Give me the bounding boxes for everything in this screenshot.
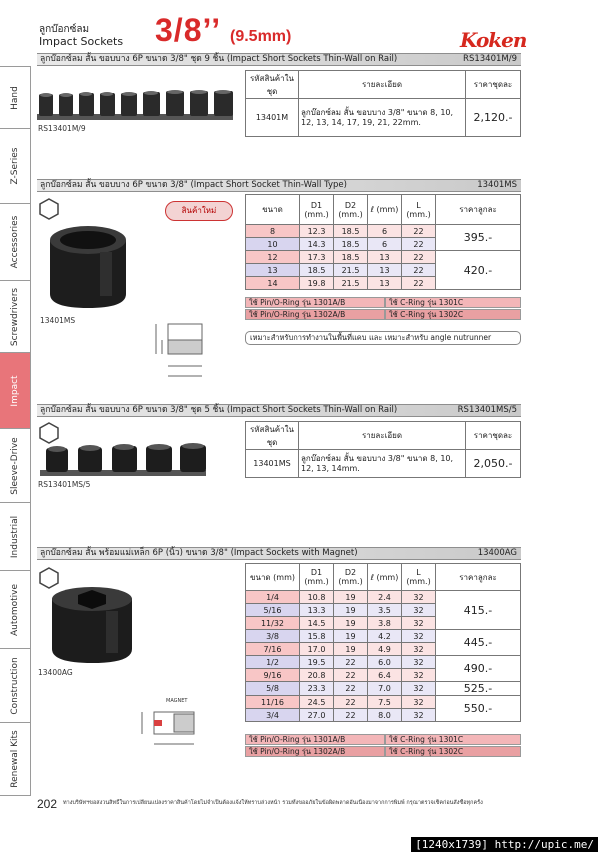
cell-d1: 19.5	[300, 656, 334, 669]
cell-size: 11/16	[246, 696, 300, 709]
socket-set-rail-photo	[37, 88, 237, 124]
cell-L: 32	[402, 630, 436, 643]
tab-z-series[interactable]	[0, 128, 31, 203]
magnet-label: MAGNET	[166, 698, 188, 704]
table-row	[246, 656, 521, 669]
cell-d2: 19	[334, 604, 368, 617]
footer-disclaimer: ทางบริษัทฯขอสงวนสิทธิ์ในการเปลี่ยนแปลงราคาสินค้าโดยไม่จำเป็นต้องแจ้งให้ทราบล่วงหน้า รวมทั้งขออภัยในข้อผิดพลาดอันเนื่องมาจากการพิมพ์ กรุณาตรวจเช็คก่อนสั่งซื้อทุกครั้ง	[63, 800, 483, 806]
cell-d1: 14.3	[300, 238, 334, 251]
cell-L: 32	[402, 604, 436, 617]
col-l-small: ℓ (mm)	[368, 195, 402, 225]
item-code: 13401M	[246, 99, 299, 137]
cell-l: 4.2	[368, 630, 402, 643]
tab-label: Impact	[10, 374, 20, 407]
cell-d1: 18.5	[300, 264, 334, 277]
drive-size: 3/8’’	[155, 12, 222, 48]
pin-oring-note: ใช้ Pin/O-Ring รุ่น 1301A/B	[245, 297, 385, 308]
tab-sleeve-drive[interactable]	[0, 428, 31, 502]
cell-l: 8.0	[368, 709, 402, 722]
pin-oring-note: ใช้ Pin/O-Ring รุ่น 1302A/B	[245, 309, 385, 320]
tab-label: Accessories	[10, 215, 20, 269]
col-d1: D1 (mm.)	[300, 195, 334, 225]
header-title-th: ลูกบ๊อกซ์ลม	[39, 24, 90, 35]
cell-d1: 12.3	[300, 225, 334, 238]
cell-l: 13	[368, 264, 402, 277]
hex-6p-icon	[37, 197, 61, 221]
item-detail: ลูกบ๊อกซ์ลม สั้น ขอบบาง 3/8" ขนาด 8, 10, 12, 13, 14mm.	[299, 450, 466, 478]
col-l-large: L (mm.)	[402, 195, 436, 225]
tab-screwdrivers[interactable]	[0, 280, 31, 352]
cell-L: 22	[402, 264, 436, 277]
table-row	[246, 696, 521, 709]
set-price: 2,120.-	[466, 99, 521, 137]
cell-l: 7.5	[368, 696, 402, 709]
cell-d1: 10.8	[300, 591, 334, 604]
tab-construction[interactable]	[0, 648, 31, 722]
tab-automotive[interactable]	[0, 570, 31, 648]
section-title: ลูกบ๊อกซ์ลม สั้น ขอบบาง 6P ขนาด 3/8" (Impact Short Socket Thin-Wall Type)	[40, 180, 347, 190]
cell-size: 7/16	[246, 643, 300, 656]
cell-size: 8	[246, 225, 300, 238]
cell-price: 525.-	[436, 682, 521, 696]
cell-price: 420.-	[436, 251, 521, 290]
cell-d1: 20.8	[300, 669, 334, 682]
section-3-header	[37, 404, 521, 417]
cell-L: 32	[402, 643, 436, 656]
size-table-13400ag	[245, 563, 521, 722]
photo-caption: 13400AG	[38, 668, 73, 677]
col-code: รหัสสินค้าในชุด	[246, 71, 299, 99]
col-d2: D2 (mm.)	[334, 195, 368, 225]
cell-price: 395.-	[436, 225, 521, 251]
cell-l: 6.4	[368, 669, 402, 682]
col-size: ขนาด (mm)	[246, 564, 300, 591]
tab-industrial[interactable]	[0, 502, 31, 570]
cell-d1: 27.0	[300, 709, 334, 722]
item-detail: ลูกบ๊อกซ์ลม สั้น ขอบบาง 3/8" ขนาด 8, 10, 12, 13, 14, 17, 19, 21, 22mm.	[299, 99, 466, 137]
socket-set-rail-photo	[40, 442, 210, 478]
col-detail: รายละเอียด	[299, 71, 466, 99]
cell-d2: 19	[334, 591, 368, 604]
tab-label: Renewal Kits	[10, 730, 20, 788]
tab-label: Hand	[10, 85, 20, 110]
photo-caption: 13401MS	[40, 316, 76, 325]
cell-d1: 24.5	[300, 696, 334, 709]
section-code: 13400AG	[477, 548, 517, 558]
c-ring-note: ใช้ C-Ring รุ่น 1302C	[385, 309, 521, 320]
table-row	[246, 591, 521, 604]
new-product-badge: สินค้าใหม่	[165, 201, 233, 221]
cell-d1: 15.8	[300, 630, 334, 643]
cell-l: 13	[368, 277, 402, 290]
cell-d2: 18.5	[334, 251, 368, 264]
cell-d1: 14.5	[300, 617, 334, 630]
col-price: ราคาชุดละ	[466, 71, 521, 99]
cell-size: 10	[246, 238, 300, 251]
item-code: 13401MS	[246, 450, 299, 478]
cell-l: 6.0	[368, 656, 402, 669]
cell-d2: 22	[334, 669, 368, 682]
cell-L: 32	[402, 682, 436, 696]
tab-label: Industrial	[10, 515, 20, 558]
pin-oring-note: ใช้ Pin/O-Ring รุ่น 1301A/B	[245, 734, 385, 745]
pin-oring-note: ใช้ Pin/O-Ring รุ่น 1302A/B	[245, 746, 385, 757]
koken-logo: Koken	[460, 28, 527, 52]
section-title: ลูกบ๊อกซ์ลม สั้น พร้อมแม่เหล็ก 6P (นิ้ว) ขนาด 3/8" (Impact Sockets with Magnet)	[40, 548, 358, 558]
col-l-large: L (mm.)	[402, 564, 436, 591]
set-table-3	[245, 421, 521, 478]
side-category-tabs	[0, 66, 31, 796]
cell-size: 12	[246, 251, 300, 264]
cell-d1: 13.3	[300, 604, 334, 617]
cell-size: 13	[246, 264, 300, 277]
cell-price: 490.-	[436, 656, 521, 682]
cell-L: 32	[402, 696, 436, 709]
cell-L: 32	[402, 591, 436, 604]
tab-label: Automotive	[10, 583, 20, 636]
cell-size: 14	[246, 277, 300, 290]
photo-caption: RS13401M/9	[38, 124, 86, 133]
cell-d2: 22	[334, 709, 368, 722]
tab-label: Construction	[10, 656, 20, 715]
tab-label: Sleeve-Drive	[10, 436, 20, 495]
cell-price: 550.-	[436, 696, 521, 722]
cell-l: 7.0	[368, 682, 402, 696]
cell-L: 22	[402, 238, 436, 251]
section-code: RS13401M/9	[463, 54, 517, 64]
cell-d2: 22	[334, 682, 368, 696]
section-4-header	[37, 547, 521, 560]
cell-d2: 19	[334, 643, 368, 656]
col-price: ราคาลูกละ	[436, 195, 521, 225]
cell-d1: 23.3	[300, 682, 334, 696]
section-title: ลูกบ๊อกซ์ลม สั้น ขอบบาง 6P ขนาด 3/8" ชุด 9 ชิ้น (Impact Short Sockets Thin-Wall on Rail)	[40, 54, 398, 64]
cell-size: 1/2	[246, 656, 300, 669]
cell-L: 32	[402, 656, 436, 669]
section-2-header	[37, 179, 521, 192]
tab-accessories[interactable]	[0, 203, 31, 280]
set-table-1	[245, 70, 521, 137]
section-title: ลูกบ๊อกซ์ลม สั้น ขอบบาง 6P ขนาด 3/8" ชุด 5 ชิ้น (Impact Short Sockets Thin-Wall on Rail)	[40, 405, 398, 415]
tab-label: Screwdrivers	[10, 287, 20, 346]
col-price: ราคาลูกละ	[436, 564, 521, 591]
cell-size: 9/16	[246, 669, 300, 682]
cell-price: 415.-	[436, 591, 521, 630]
cell-d2: 19	[334, 617, 368, 630]
col-l-small: ℓ (mm)	[368, 564, 402, 591]
page-number: 202	[37, 797, 58, 811]
c-ring-note: ใช้ C-Ring รุ่น 1301C	[385, 734, 521, 745]
dimension-diagram	[148, 318, 220, 384]
set-price: 2,050.-	[466, 450, 521, 478]
cell-L: 32	[402, 709, 436, 722]
col-d1: D1 (mm.)	[300, 564, 334, 591]
table-row	[246, 225, 521, 238]
cell-d2: 22	[334, 656, 368, 669]
section-1-header	[37, 53, 521, 66]
cell-L: 22	[402, 225, 436, 238]
cell-l: 4.9	[368, 643, 402, 656]
table-row	[246, 682, 521, 696]
cell-l: 6	[368, 238, 402, 251]
magnet-dimension-diagram	[136, 694, 226, 754]
cell-size: 3/8	[246, 630, 300, 643]
tab-impact[interactable]	[0, 352, 31, 428]
cell-d2: 21.5	[334, 264, 368, 277]
section-code: RS13401MS/5	[457, 405, 517, 415]
c-ring-note: ใช้ C-Ring รุ่น 1301C	[385, 297, 521, 308]
cell-l: 2.4	[368, 591, 402, 604]
table-row	[246, 251, 521, 264]
cell-d2: 21.5	[334, 277, 368, 290]
image-host-watermark[interactable]: [1240x1739] http://upic.me/	[411, 837, 598, 852]
cell-l: 13	[368, 251, 402, 264]
header-title-en: Impact Sockets	[39, 35, 124, 48]
photo-caption: RS13401MS/5	[38, 480, 91, 489]
cell-d2: 19	[334, 630, 368, 643]
c-ring-note: ใช้ C-Ring รุ่น 1302C	[385, 746, 521, 757]
tab-label: Z-Series	[10, 147, 20, 185]
cell-price: 445.-	[436, 630, 521, 656]
cell-d2: 18.5	[334, 238, 368, 251]
cell-L: 32	[402, 617, 436, 630]
cell-d2: 22	[334, 696, 368, 709]
cell-l: 6	[368, 225, 402, 238]
col-d2: D2 (mm.)	[334, 564, 368, 591]
cell-size: 1/4	[246, 591, 300, 604]
tab-renewal-kits[interactable]	[0, 722, 31, 796]
cell-l: 3.5	[368, 604, 402, 617]
cell-size: 11/32	[246, 617, 300, 630]
size-table-13401ms	[245, 194, 521, 290]
short-socket-photo	[40, 222, 140, 314]
cell-size: 5/8	[246, 682, 300, 696]
drive-size-mm: (9.5mm)	[230, 28, 292, 45]
tab-hand[interactable]	[0, 66, 31, 128]
col-code: รหัสสินค้าในชุด	[246, 422, 299, 450]
cell-L: 22	[402, 277, 436, 290]
cell-l: 3.8	[368, 617, 402, 630]
col-price: ราคาชุดละ	[466, 422, 521, 450]
cell-size: 5/16	[246, 604, 300, 617]
col-size: ขนาด	[246, 195, 300, 225]
cell-d2: 18.5	[334, 225, 368, 238]
col-detail: รายละเอียด	[299, 422, 466, 450]
cell-d1: 17.3	[300, 251, 334, 264]
cell-size: 3/4	[246, 709, 300, 722]
cell-L: 22	[402, 251, 436, 264]
cell-d1: 17.0	[300, 643, 334, 656]
section-code: 13401MS	[477, 180, 517, 190]
usage-note: เหมาะสำหรับการทำงานในพื้นที่แคบ และ เหมาะสำหรับ angle nutrunner	[245, 331, 521, 345]
magnet-socket-photo	[40, 585, 145, 667]
table-row	[246, 630, 521, 643]
cell-L: 32	[402, 669, 436, 682]
cell-d1: 19.8	[300, 277, 334, 290]
